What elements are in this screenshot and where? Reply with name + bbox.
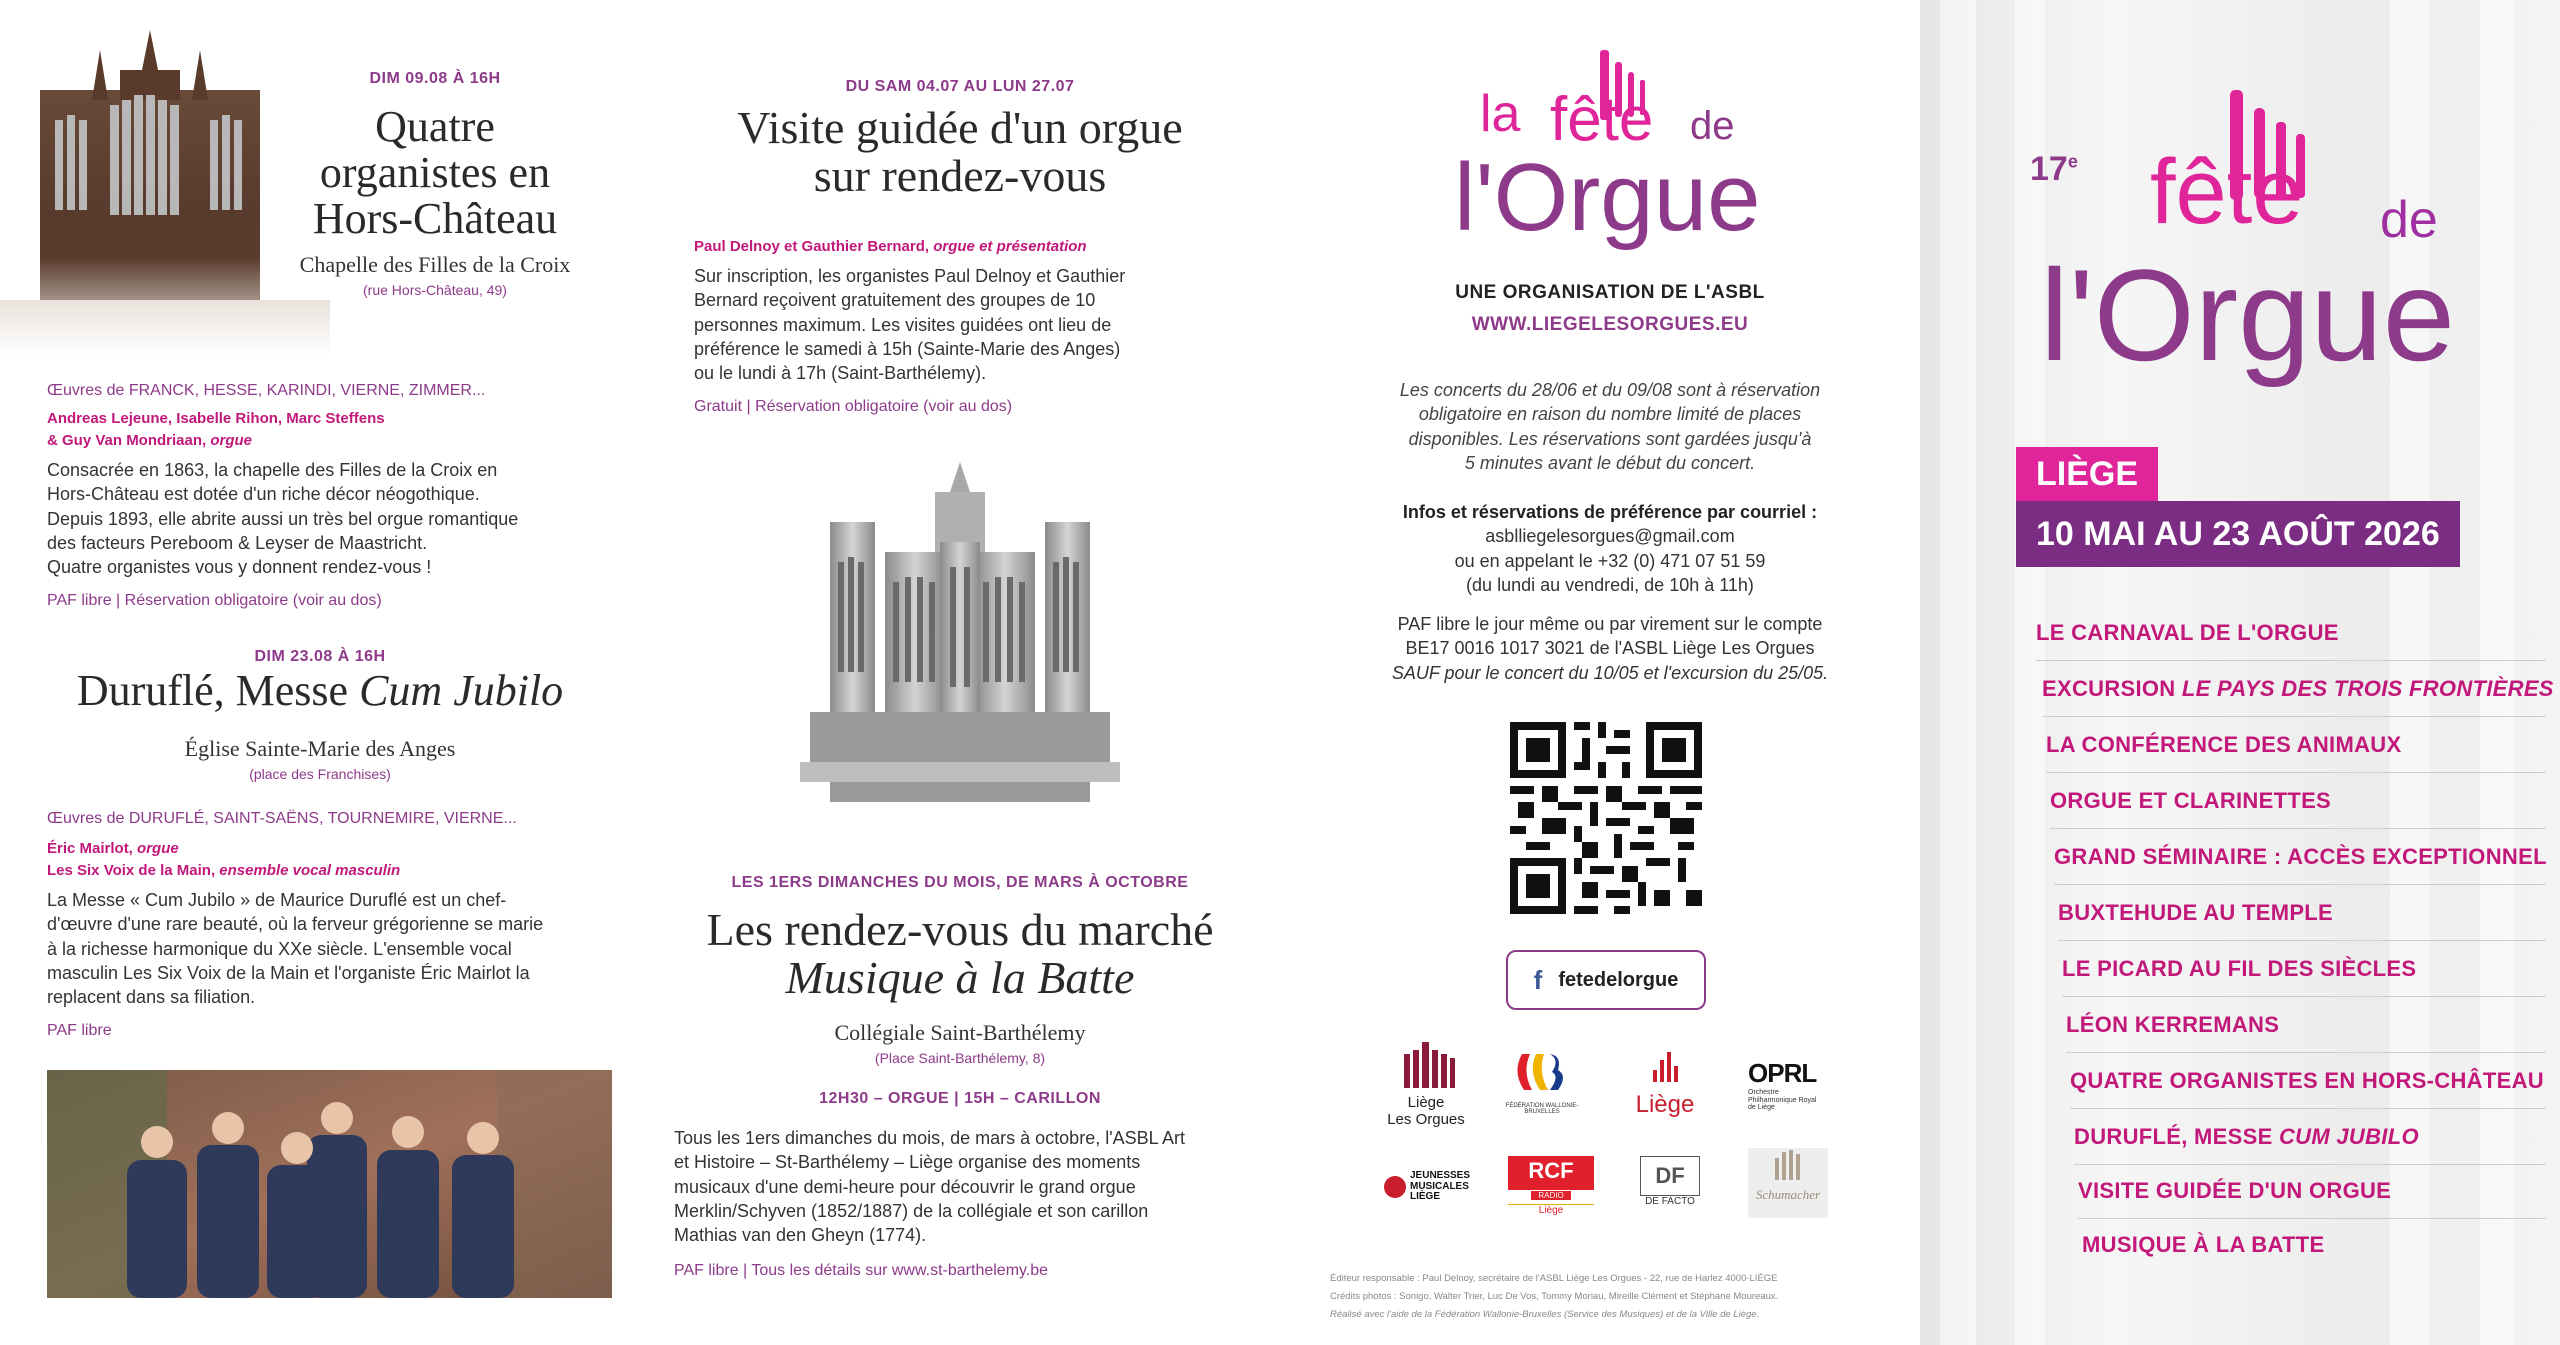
info-block	[1340, 500, 1880, 597]
program-divider	[2042, 716, 2546, 717]
event1-performers	[47, 408, 607, 452]
program-divider	[2046, 772, 2546, 773]
event2-performer2-role: ensemble vocal masculin	[219, 861, 401, 879]
visit-title-line1: Visite guidée d'un orgue	[737, 102, 1183, 153]
event1-works: Œuvres de FRANCK, HESSE, KARINDI, VIERNE, ZIMMER...	[47, 382, 486, 399]
event1-body-line5: Quatre organistes vous y donnent rendez-vous !	[47, 557, 432, 578]
event2-performers	[47, 838, 607, 882]
program-divider	[2078, 1218, 2546, 1219]
program-list	[1920, 0, 2560, 1345]
event1-title	[270, 104, 600, 243]
logo-fete: fête	[1550, 85, 1654, 154]
schumacher-pipes-icon	[1763, 1148, 1813, 1182]
reservation-note-line3: disponibles. Les réservations sont gardées jusqu'à	[1408, 428, 1812, 449]
fete-orgue-logo	[1440, 40, 1780, 270]
program-divider	[2036, 660, 2546, 661]
event2-body-line1: La Messe « Cum Jubilo » de Maurice Duruflé est un chef-	[47, 890, 507, 910]
payment-line1: PAF libre le jour même ou par virement sur le compte	[1397, 614, 1823, 634]
event2-title-italic: Cum Jubilo	[359, 666, 564, 715]
partner-oprl-label: OPRL	[1748, 1058, 1817, 1088]
visit-performers-names: Paul Delnoy et Gauthier Bernard,	[694, 238, 934, 255]
event1-body-line2: Hors-Château est dotée d'un riche décor néogothique.	[47, 484, 480, 505]
program-divider	[2054, 884, 2546, 885]
program-divider	[2070, 1108, 2546, 1109]
dates-badge: 10 MAI AU 23 AOÛT 2026	[2016, 501, 2460, 567]
marche-title	[640, 906, 1280, 1003]
partner-liege-label: Liège	[1635, 1091, 1695, 1118]
marche-body-line5: Mathias van den Gheyn (1774).	[674, 1225, 927, 1246]
city-badge: LIÈGE	[2016, 447, 2158, 501]
program-item[interactable]: VISITE GUIDÉE D'UN ORGUE	[2078, 1178, 2392, 1203]
logo-orgue: l'Orgue	[1454, 144, 1761, 251]
event1-body-line4: des facteurs Pereboom & Leyser de Maastricht.	[47, 532, 428, 553]
partner-federation	[1502, 1046, 1582, 1126]
program-item[interactable]: QUATRE ORGANISTES EN HORS-CHÂTEAU	[2070, 1068, 2544, 1093]
marche-date: LES 1ERS DIMANCHES DU MOIS, DE MARS À OCTOBRE	[731, 874, 1189, 891]
program-divider	[2062, 996, 2546, 997]
partner-rcf-sub: RADIO	[1531, 1191, 1571, 1200]
partner-rcf-label: RCF	[1528, 1158, 1574, 1183]
cover-logo-fete: fête	[2150, 141, 2304, 243]
marche-title-line1: Les rendez-vous du marché	[706, 904, 1214, 955]
event2-address: (place des Franchises)	[249, 766, 391, 782]
marche-address: (Place Saint-Barthélemy, 8)	[874, 1050, 1046, 1066]
event1-title-line1: Quatre	[375, 102, 495, 151]
visit-date: DU SAM 04.07 AU LUN 27.07	[845, 78, 1075, 95]
organisation-line: UNE ORGANISATION DE L'ASBL	[1455, 282, 1765, 303]
program-item[interactable]: EXCURSION LE PAYS DES TROIS FRONTIÈRES	[2042, 676, 2554, 701]
qr-code[interactable]	[1510, 722, 1702, 914]
program-item[interactable]: ORGUE ET CLARINETTES	[2050, 788, 2332, 813]
facebook-handle: fetedelorgue	[1558, 968, 1679, 991]
partner-de-facto	[1630, 1156, 1710, 1220]
event2-body-line5: replacent dans sa filiation.	[47, 987, 256, 1008]
info-title: Infos et réservations de préférence par courriel :	[1402, 502, 1818, 522]
marche-times: 12H30 – ORGUE | 15H – CARILLON	[819, 1090, 1101, 1107]
marche-body-line3: musicaux d'une demi-heure pour découvrir le grand orgue	[674, 1176, 1136, 1197]
cover-panel	[1920, 0, 2560, 1345]
event1-performers-role: orgue	[210, 431, 253, 449]
defacto-box-icon: DF	[1640, 1156, 1700, 1196]
visit-performers	[694, 236, 1254, 258]
partner-federation-label: FÉDÉRATION WALLONIE-BRUXELLES	[1505, 1103, 1579, 1115]
logo-la: la	[1480, 85, 1521, 143]
partner-schumacher-label: Schumacher	[1755, 1187, 1821, 1202]
facebook-button[interactable]	[1506, 950, 1706, 1010]
program-item[interactable]: LA CONFÉRENCE DES ANIMAUX	[2046, 732, 2402, 757]
credits-line1: Éditeur responsable : Paul Delnoy, secrétaire de l'ASBL Liège Les Orgues - 22, rue de Harlez 4000-LIÈGE	[1330, 1273, 1778, 1284]
cover-logo-orgue: l'Orgue	[2040, 242, 2456, 388]
reservation-note-line2: obligatoire en raison du nombre limité de places	[1418, 404, 1802, 425]
marche-venue: Collégiale Saint-Barthélemy	[834, 1020, 1086, 1045]
jml-circle-icon	[1384, 1176, 1406, 1198]
reservation-note-line4: 5 minutes avant le début du concert.	[1464, 452, 1756, 473]
program-item[interactable]: MUSIQUE À LA BATTE	[2082, 1232, 2325, 1257]
partner-rcf	[1508, 1156, 1594, 1220]
visit-footer: Gratuit | Réservation obligatoire (voir au dos)	[694, 398, 1013, 415]
info-phone: ou en appelant le +32 (0) 471 07 51 59	[1454, 550, 1766, 571]
event2-performer2: Les Six Voix de la Main,	[47, 861, 220, 879]
visit-title-line2: sur rendez-vous	[813, 150, 1107, 202]
marche-body	[674, 1126, 1234, 1247]
program-item[interactable]: LE PICARD AU FIL DES SIÈCLES	[2062, 956, 2417, 981]
partner-oprl-sub: Orchestre Philharmonique Royal de Liège	[1748, 1089, 1817, 1112]
visit-body-line5: ou le lundi à 17h (Saint-Barthélemy).	[694, 363, 987, 384]
marche-body-line1: Tous les 1ers dimanches du mois, de mars à octobre, l'ASBL Art	[674, 1128, 1186, 1148]
payment-block	[1340, 612, 1880, 685]
visit-body-line3: personnes maximum. Les visites guidées ont lieu de	[694, 314, 1112, 335]
marche-body-line4: Merklin/Schyven (1852/1887) de la collégiale et son carillon	[674, 1200, 1149, 1221]
program-divider	[2050, 828, 2546, 829]
partner-schumacher	[1748, 1148, 1828, 1218]
program-item[interactable]: BUXTEHUDE AU TEMPLE	[2058, 900, 2334, 925]
website-link[interactable]: WWW.LIEGELESORGUES.EU	[1471, 314, 1749, 335]
liege-bars-icon	[1645, 1046, 1685, 1086]
visit-body	[694, 264, 1214, 385]
program-item[interactable]: LE CARNAVAL DE L'ORGUE	[2036, 620, 2339, 645]
event2-venue: Église Sainte-Marie des Anges	[184, 736, 456, 761]
event2-date: DIM 23.08 À 16H	[254, 648, 386, 665]
partner-liege	[1630, 1046, 1700, 1126]
credits	[1330, 1270, 1890, 1324]
event2-body	[47, 888, 617, 1009]
info-hours: (du lundi au vendredi, de 10h à 11h)	[1466, 574, 1754, 595]
reservation-note	[1340, 378, 1880, 475]
event2-body-line2: d'œuvre d'une rare beauté, où la ferveur grégorienne se marie	[47, 914, 544, 935]
cover-logo-de: de	[2380, 191, 2438, 249]
visit-body-line4: préférence le samedi à 15h (Sainte-Marie des Anges)	[694, 338, 1121, 359]
reservation-note-line1: Les concerts du 28/06 et du 09/08 sont à réservation	[1399, 380, 1821, 400]
partner-liege-les-orgues	[1376, 1040, 1476, 1130]
event2-title-main: Duruflé, Messe	[76, 666, 360, 715]
credits-line3: Réalisé avec l'aide de la Fédération Wallonie-Bruxelles (Service des Musiques) et de la Ville de Liège.	[1330, 1309, 1760, 1321]
event2-works: Œuvres de DURUFLÉ, SAINT-SAËNS, TOURNEMIRE, VIERNE...	[47, 810, 517, 827]
event1-venue: Chapelle des Filles de la Croix	[299, 252, 571, 277]
event1-title-line3: Hors-Château	[312, 194, 558, 244]
payment-line3: SAUF pour le concert du 10/05 et l'excursion du 25/05.	[1391, 662, 1829, 683]
event1-address: (rue Hors-Château, 49)	[363, 282, 507, 298]
program-divider	[2066, 1052, 2546, 1053]
program-divider	[2058, 940, 2546, 941]
program-item[interactable]: LÉON KERREMANS	[2066, 1012, 2280, 1037]
partner-jml-label: JEUNESSES MUSICALES LIÈGE	[1410, 1170, 1471, 1203]
partner-defacto-label: DE FACTO	[1645, 1196, 1695, 1207]
event1-title-line2: organistes en	[319, 148, 551, 198]
marche-body-line2: et Histoire – St-Barthélemy – Liège organise des moments	[674, 1152, 1141, 1173]
credits-line2: Crédits photos : Sonigo, Walter Trier, Luc De Vos, Tommy Moriau, Mireille Clément et Stéphane Moureaux.	[1330, 1291, 1779, 1303]
partner-oprl	[1748, 1058, 1828, 1128]
info-email[interactable]: asblliegelesorgues@gmail.com	[1485, 526, 1735, 547]
partner-rcf-liege: Liège	[1508, 1204, 1594, 1216]
program-item[interactable]: DURUFLÉ, MESSE CUM JUBILO	[2074, 1124, 2419, 1149]
organ-pipes-logo-icon	[1376, 1040, 1476, 1090]
marche-title-line2: Musique à la Batte	[785, 952, 1135, 1004]
ensemble-photo	[47, 1070, 612, 1298]
federation-wb-icon	[1512, 1046, 1572, 1098]
payment-line2: BE17 0016 1017 3021 de l'ASBL Liège Les Orgues	[1405, 638, 1815, 659]
visit-body-line1: Sur inscription, les organistes Paul Delnoy et Gauthier	[694, 266, 1126, 286]
event2-performer1: Éric Mairlot,	[47, 840, 138, 857]
event2-body-line4: masculin Les Six Voix de la Main et l'organiste Éric Mairlot la	[47, 962, 530, 983]
logo-de: de	[1690, 104, 1735, 148]
event1-body	[47, 458, 607, 579]
event1-date: DIM 09.08 À 16H	[369, 70, 501, 87]
event2-title	[20, 668, 620, 714]
marche-footer: PAF libre | Tous les détails sur www.st-barthelemy.be	[674, 1262, 1049, 1279]
visit-performers-role: orgue et présentation	[933, 238, 1087, 255]
program-item[interactable]: GRAND SÉMINAIRE : ACCÈS EXCEPTIONNEL	[2054, 844, 2547, 869]
event2-body-line3: à la richesse harmonique du XXe siècle. L'ensemble vocal	[47, 938, 512, 959]
event1-body-line3: Depuis 1893, elle abrite aussi un très bel orgue romantique	[47, 508, 519, 529]
event1-body-line1: Consacrée en 1863, la chapelle des Filles de la Croix en	[47, 460, 498, 480]
event1-footer: PAF libre | Réservation obligatoire (voir au dos)	[47, 592, 382, 609]
visit-body-line2: Bernard reçoivent gratuitement des groupes de 10	[694, 290, 1096, 311]
partner-jeunesses-musicales	[1384, 1162, 1480, 1212]
visit-title	[660, 104, 1260, 201]
partner-liege-les-orgues-label: Liège Les Orgues	[1387, 1094, 1465, 1128]
event1-performers-line1: Andreas Lejeune, Isabelle Rihon, Marc Steffens	[47, 410, 385, 427]
facebook-icon: f	[1533, 964, 1543, 995]
event2-footer: PAF libre	[47, 1022, 112, 1039]
cover-edition-number: 17	[2030, 150, 2068, 188]
program-divider	[2074, 1164, 2546, 1165]
organ-photo-barthelemy	[790, 462, 1130, 807]
event2-performer1-role: orgue	[137, 840, 179, 857]
event1-performers-line2: & Guy Van Mondriaan,	[47, 431, 211, 449]
cover-edition-sup: e	[2067, 151, 2078, 172]
